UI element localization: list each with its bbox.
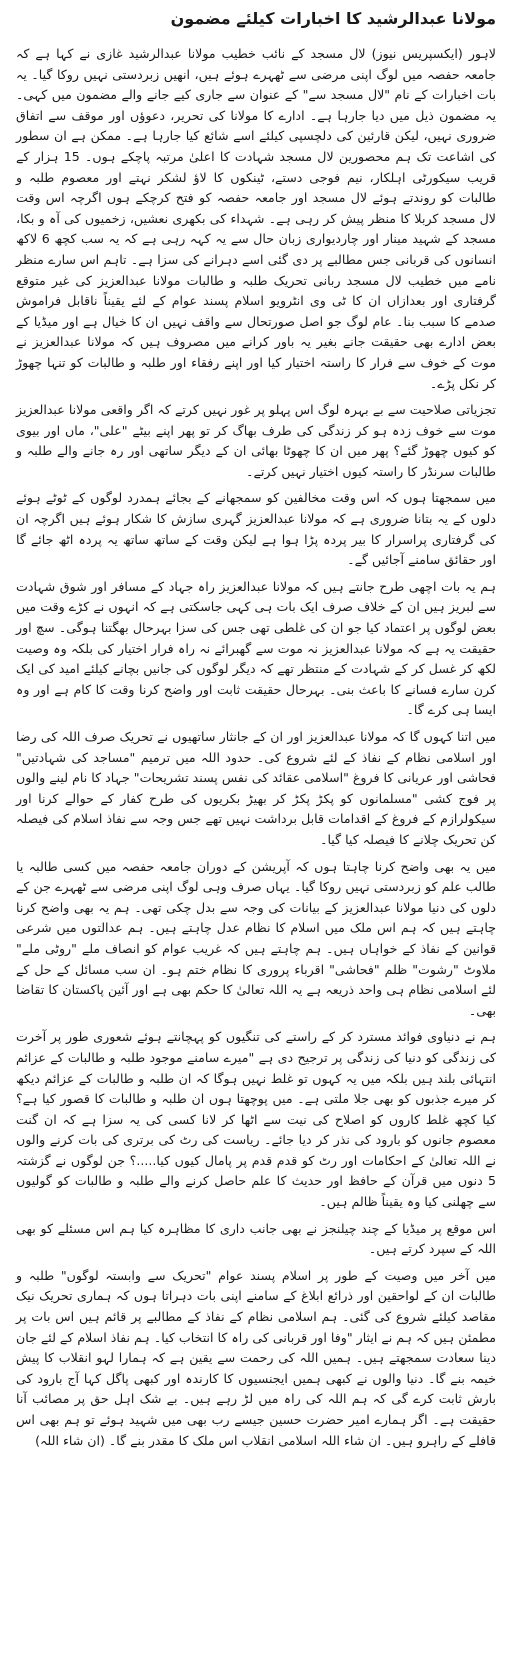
- article-paragraph: اس موقع پر میڈیا کے چند چیلنجز نے بھی جانب داری کا مظاہرہ کیا ہم اس مسئلے کو بھی اللہ کے سپرد کرتے ہیں۔: [16, 1220, 496, 1257]
- article-paragraph: میں سمجھتا ہوں کہ اس وقت مخالفین کو سمجھانے کے بجائے ہمدرد لوگوں کے ٹوٹے ہوئے دلوں کے یہ بتانا ضروری ہے کہ مولانا عبدالعزیز گہری سازش کا شکار ہوئے ہیں اگرچہ ان کی گرفتاری پراسرار کا بیر پردہ پڑا ہوا ہے لیکن وقت کے ساتھ ساتھ یہ پردہ اٹھ جائے گا اور حقائق سامنے آجائیں گے۔: [16, 490, 496, 568]
- article-paragraph: میں اتنا کہوں گا کہ مولانا عبدالعزیز اور ان کے جانثار ساتھیوں نے تحریک صرف اللہ کی رضا اور اسلامی نظام کے نفاذ کے لئے شروع کی۔ حدود اللہ میں ترمیم "مساجد کی شہادتیں" فحاشی اور عریانی کا فروغ "اسلامی عقائد کی نفس پسند تشریحات" جہاد کا نام لینے والوں پر فوج کشی "مسلمانوں کو پکڑ پکڑ کر بھیڑ بکریوں کی طرح کفار کے حوالے کرنا اور سیکولرازم کے فروغ کے اقدامات قابل برداشت نہیں تھے جس وجہ سے نفاذ اسلام کی فیصلہ کن تحریک چلانے کا فیصلہ کیا گیا۔: [16, 729, 496, 847]
- article-paragraph: لاہور (ایکسپریس نیوز) لال مسجد کے نائب خطیب مولانا عبدالرشید غازی نے کہا ہے کہ جامعہ حفصہ میں لوگ اپنی مرضی سے ٹھہرے ہوئے ہیں، انھیں زبردستی نہیں روکا گیا۔ یہ بات اخبارات کے نام "لال مسجد سے" کے عنوان سے جاری کیے جانے والے مضمون میں کہی۔ یہ مضمون ذیل میں دیا جارہا ہے۔ ادارے کا مولانا کی تحریر، دعوؤں اور موقف سے اتفاق ضروری نہیں، لیکن قارئین کی دلچسپی کیلئے اسے شائع کیا جارہا ہے۔ ممکن ہے ان سطور کی اشاعت تک ہم محصورین لال مسجد شہادت کا اعلیٰ مرتبہ پاچکے ہوں۔ 15 ہزار کے قریب سیکورٹی اہلکار، نیم فوجی دستے، ٹینکوں کا لاؤ لشکر نہتے اور معصوم طلبہ و طالبات کو روندتے ہوئے لال مسجد اور جامعہ حفصہ کو فتح کرچکے ہوں اگرچہ اس وقت لال مسجد کربلا کا منظر پیش کر رہی ہے۔ شہداء کی بکھری نعشیں، زخمیوں کی آہ و بکا، مسجد کے شہید مینار اور چاردیواری زبان حال سے یہ کہہ رہی ہے کہ یہ سب کچھ 6 لاکھ انسانوں کی قربانی جس مطالبے پر دی گئی اسے دہرانے کی سزا ہے۔ تاہم اس سارے منظر نامے میں خطیب لال مسجد ربانی تحریک طلبہ و طالبات مولانا عبدالعزیز کی غیر متوقع گرفتاری اور بعدازاں ان کا ٹی وی انٹرویو اسلام پسند عوام کے لئے یقیناً ناقابل فراموش صدمے کا سبب بنا۔ عام لوگ جو اصل صورتحال سے واقف نہیں ان کا خیال ہے اور میڈیا کے بعض ادارے بھی حقیقت جانے بغیر یہ باور کرانے میں مصروف ہیں کہ مولانا عبدالعزیز نے موت کے خوف سے فرار کا راستہ اختیار کیا اور اپنے رفقاء اور طلبہ و طالبات کو تنہا چھوڑ کر نکل پڑے۔: [16, 46, 496, 391]
- article-paragraph: تجزیاتی صلاحیت سے بے بہرہ لوگ اس پہلو پر غور نہیں کرتے کہ اگر واقعی مولانا عبدالعزیز موت سے خوف زدہ ہو کر زندگی کی طرف بھاگ کر تو پھر اپنے بیٹے "علی"، ماں اور بیوی کو کیوں چھوڑ گئے؟ پھر میں ان کا چھوٹا بھائی ان کے دیگر ساتھی اور رہ جانے والے طلبہ و طالبات سرنڈر کا راستہ کیوں اختیار نہیں کرتے۔: [16, 402, 496, 479]
- article-body: [16, 44, 496, 1451]
- article-paragraph: میں یہ بھی واضح کرنا چاہتا ہوں کہ آپریشن کے دوران جامعہ حفصہ میں کسی طالبہ یا طالب علم کو زبردستی نہیں روکا گیا۔ یہاں صرف وہی لوگ اپنی مرضی سے ٹھہرے جن کے دلوں کی دنیا مولانا عبدالعزیز کے بیانات کی وجہ سے بدل چکی تھی۔ ہم یہ بھی واضح کرنا چاہتے ہیں کہ ہم اس ملک میں اسلام کا نظام عدل چاہتے ہیں۔ ہم عدالتوں میں شرعی قوانین کے نفاذ کے خواہاں ہیں۔ ہم چاہتے ہیں کہ غریب عوام کو انصاف ملے "روٹی ملے" ملاوٹ "رشوت" ظلم "فحاشی" اقرباء پروری کا نظام ختم ہو۔ ان سب مسائل کے حل کے لئے اسلامی نظام ہی واحد ذریعہ ہے یہ اللہ تعالیٰ کا حکم بھی ہے اور آئین پاکستان کا تقاضا بھی۔: [16, 858, 496, 1018]
- article-headline: مولانا عبدالرشید کا اخبارات کیلئے مضمون: [170, 9, 496, 28]
- article-paragraph: ہم یہ بات اچھی طرح جانتے ہیں کہ مولانا عبدالعزیز راہ جہاد کے مسافر اور شوق شہادت سے لبریز ہیں ان کے خلاف صرف ایک بات ہی کہی جاسکتی ہے کہ انہوں نے کڑے وقت میں بعض لوگوں پر اعتماد کیا جو ان کی غلطی تھی جس کی سزا بہرحال بھگتنا ہوگی۔ سچ اور حقیقت یہ ہے کہ مولانا عبدالعزیز نہ موت سے گھبرائے نہ راہ فرار اختیار کی بلکہ وہ وصیت لکھ کر غسل کر کے شہادت کے منتظر تھے کہ دیگر لوگوں کی جانیں بچانے کیلئے امید کی ایک کرن سارے فسانے کا باعث بنی۔ بہرحال حقیقت ثابت اور واضح کرنا وقت کا کام ہے اور وہ ایسا ہی کرے گا۔: [16, 578, 496, 718]
- article-paragraph: میں آخر میں وصیت کے طور پر اسلام پسند عوام "تحریک سے وابستہ لوگوں" طلبہ و طالبات ان کے لواحقین اور ذرائع ابلاغ کے سامنے اپنی بات دہراتا ہوں کہ ہماری تحریک نیک مقاصد کیلئے شروع کی گئی۔ ہم اسلامی نظام کے نفاذ کے مطالبے پر قائم ہیں اس بات پر مطمئن ہیں کہ ہم نے ایثار "وفا اور قربانی کی راہ کا انتخاب کیا۔ ہم نفاذ اسلام کے لئے جان دینا سعادت سمجھتے ہیں۔ ہمیں اللہ کی رحمت سے یقین ہے کہ ہمارا لہو انقلاب کا پیش خیمہ بنے گا۔ دنیا والوں نے کبھی ہمیں ایجنسیوں کا کارندہ اور کبھی پاگل کہا آج بارود کی بارش ثابت کرے گی کہ ہم اللہ کی راہ میں لڑ رہے ہیں۔ بے شک اہل حق پر مصائب آنا حقیقت ہے۔ اگر ہمارے امیر حضرت حسین جیسے رب بھی میں شہید ہوئے تو ہم بھی اس قافلے کے راہرو ہیں۔ ان شاء اللہ اسلامی انقلاب اس ملک کا مقدر بنے گا۔ (ان شاء اللہ): [16, 1267, 496, 1448]
- article-paragraph: ہم نے دنیاوی فوائد مسترد کر کے راستے کی تنگیوں کو پہچانتے ہوئے شعوری طور پر آخرت کی زندگی کو دنیا کی زندگی پر ترجیح دی ہے "میرے سامنے موجود طلبہ و طالبات کے عزائم انتہائی بلند ہیں بلکہ میں یہ کہوں تو غلط نہیں ہوگا کہ ان طلبہ و طالبات کے عزائم دیکھ کر میرے جذبوں کو بھی جلا ملتی ہے۔ میں پوچھتا ہوں ان طلبہ و طالبات کا قصور کیا ہے؟ کیا کچھ غلط کاروں کو اصلاح کی نیت سے اٹھا کر لانا کسی کی یہ سزا ہے کہ ان گنت معصوم جانوں کو بارود کی نذر کر دیا جائے۔ ریاست کی رٹ کی برتری کی بات کرنے والوں نے اللہ تعالیٰ کے احکامات اور رٹ کو قدم قدم پر پامال کیوں کیا.....؟ جن لوگوں نے گزشتہ 5 دنوں میں قرآن کے حافظ اور حدیث کا علم حاصل کرنے والے طلبہ و طالبات کو گولیوں سے چھلنی کیا وہ یقیناً ظالم ہیں۔: [16, 1029, 496, 1210]
